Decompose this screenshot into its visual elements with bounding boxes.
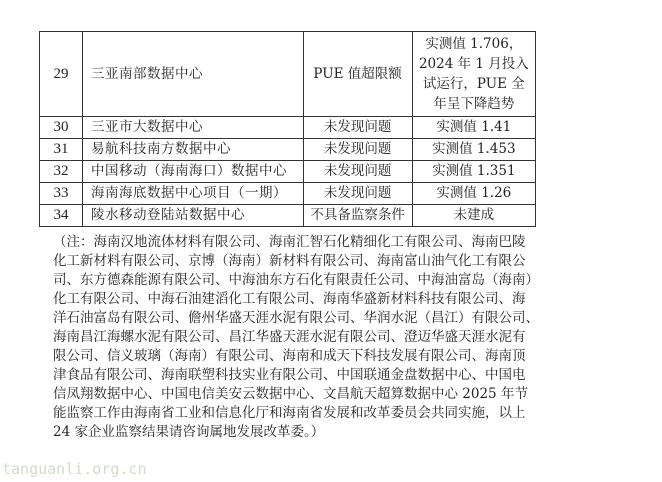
result-line: 实测值 1.706，	[425, 36, 523, 52]
table-row	[40, 117, 536, 139]
note-line: 限公司、信义玻璃（海南）有限公司、海南和成天下科技发展有限公司、海南顶	[53, 348, 526, 364]
row-number: 32	[40, 161, 83, 183]
result: 实测值 1.41	[412, 117, 535, 139]
table-row	[40, 205, 536, 227]
center-name: 中国移动（海南海口）数据中心	[83, 161, 304, 183]
issue: 未发现问题	[303, 183, 412, 205]
note-line: 化工新材料有限公司、京博（海南）新材料有限公司、海南富山油气化工有限公	[53, 253, 526, 269]
note-line: 化工有限公司、中海石油建滔化工有限公司、海南华盛新材料科技有限公司、海	[53, 291, 526, 307]
row-number: 34	[40, 205, 83, 227]
result-line: 试运行，PUE 全	[422, 76, 525, 92]
watermark: tanguanli.org.cn	[2, 460, 147, 478]
note-line: 24 家企业监察结果请咨询属地发展改革委。）	[53, 424, 325, 440]
issue: 不具备监察条件	[303, 205, 412, 227]
result-line: 2024 年 1 月投入	[418, 56, 529, 72]
issue: PUE 值超限额	[303, 32, 412, 117]
issue: 未发现问题	[303, 161, 412, 183]
note-line: 津食品有限公司、海南联塑科技实业有限公司、中国联通金盘数据中心、中国电	[53, 367, 526, 383]
note-line: 司、东方德森能源有限公司、中海油东方石化有限责任公司、中海油富岛（海南）	[53, 272, 539, 288]
table-row	[40, 161, 536, 183]
footnote	[53, 233, 543, 442]
result: 未建成	[412, 205, 535, 227]
result: 实测值 1.26	[412, 183, 535, 205]
center-name: 三亚南部数据中心	[83, 32, 304, 117]
center-name: 易航科技南方数据中心	[83, 139, 304, 161]
issue: 未发现问题	[303, 139, 412, 161]
table-row	[40, 32, 536, 117]
result: 实测值 1.351	[412, 161, 535, 183]
row-number: 30	[40, 117, 83, 139]
center-name: 海南海底数据中心项目（一期）	[83, 183, 304, 205]
note-line: 信凤翔数据中心、中国电信美安云数据中心、文昌航天超算数据中心 2025 年节	[53, 386, 528, 402]
result-line: 年呈下降趋势	[433, 96, 515, 112]
data-center-table	[39, 31, 536, 227]
result: 实测值 1.453	[412, 139, 535, 161]
table-row	[40, 183, 536, 205]
row-number: 33	[40, 183, 83, 205]
row-number: 29	[40, 32, 83, 117]
note-line: 海南昌江海螺水泥有限公司、昌江华盛天涯水泥有限公司、澄迈华盛天涯水泥有	[53, 329, 526, 345]
result	[412, 32, 535, 117]
issue: 未发现问题	[303, 117, 412, 139]
note-line: 洋石油富岛有限公司、儋州华盛天涯水泥有限公司、华润水泥（昌江）有限公司、	[53, 310, 539, 326]
center-name: 三亚市大数据中心	[83, 117, 304, 139]
note-line: 能监察工作由海南省工业和信息化厅和海南省发展和改革委员会共同实施，以上	[53, 405, 526, 421]
table-row	[40, 139, 536, 161]
note-line: （注：海南汉地流体材料有限公司、海南汇智石化精细化工有限公司、海南巴陵	[53, 234, 526, 250]
center-name: 陵水移动登陆站数据中心	[83, 205, 304, 227]
row-number: 31	[40, 139, 83, 161]
